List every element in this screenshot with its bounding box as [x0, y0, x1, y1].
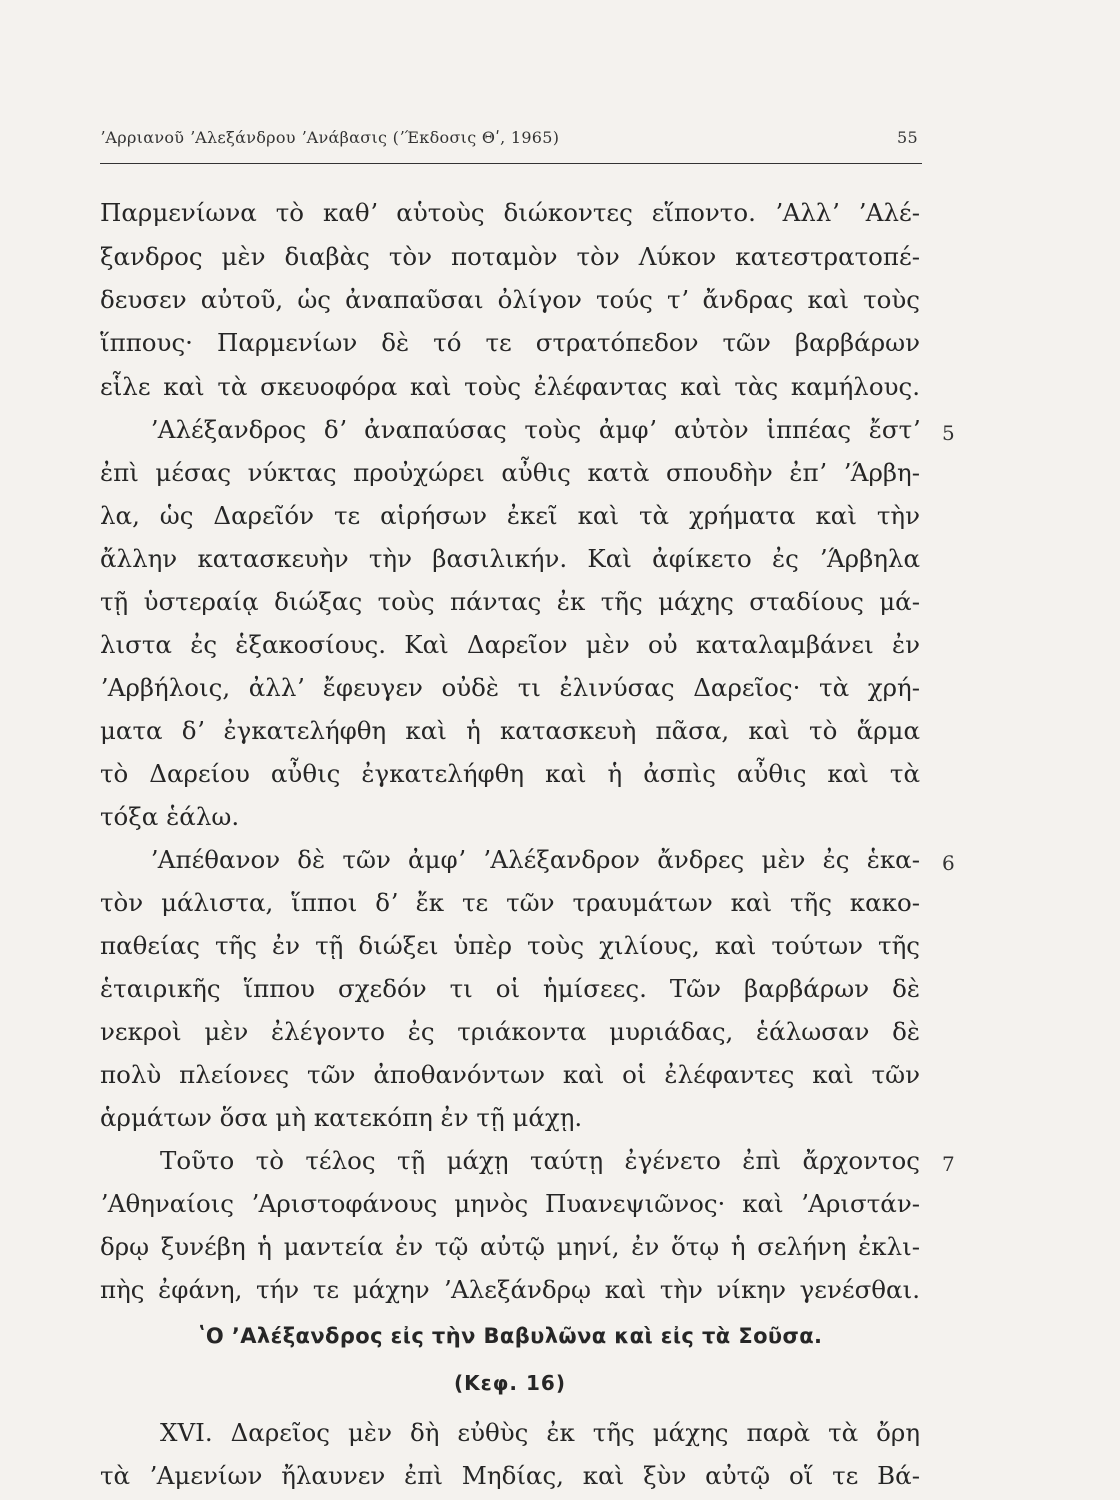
text-line: Παρμενίωνα τὸ καθʼ αὑτοὺς διώκοντες εἵποντο. ʼΑλλʼ ʼΑλέ- [100, 198, 920, 227]
text-line: πολὺ πλείονες τῶν ἀποθανόντων καὶ οἱ ἐλέφαντες καὶ τῶν [100, 1060, 920, 1089]
text-line: ἁρμάτων ὅσα μὴ κατεκόπη ἐν τῇ μάχῃ. [100, 1103, 583, 1132]
text-line: λιστα ἐς ἑξακοσίους. Καὶ Δαρεῖον μὲν οὐ καταλαμβάνει ἐν [100, 630, 920, 659]
header-rule [100, 163, 922, 164]
page-number: 55 [897, 128, 918, 147]
margin-section-number: 7 [942, 1152, 955, 1176]
text-line: πὴς ἐφάνη, τήν τε μάχην ʼΑλεξάνδρῳ καὶ τὴν νίκην γενέσθαι. [100, 1275, 920, 1304]
chapter-label: (Κεφ. 16) [454, 1371, 566, 1395]
text-line: ʼΑθηναίοις ʼΑριστοφάνους μηνὸς Πυανεψιῶνος· καὶ ʼΑριστάν- [100, 1189, 920, 1218]
text-line: ξανδρος μὲν διαβὰς τὸν ποταμὸν τὸν Λύκον κατεστρατοπέ- [100, 242, 920, 271]
text-line: ʼΑρβήλοις, ἀλλʼ ἔφευγεν οὐδὲ τι ἐλινύσας Δαρεῖος· τὰ χρή- [100, 673, 920, 702]
text-line: ἄλλην κατασκευὴν τὴν βασιλικήν. Καὶ ἀφίκετο ἐς ʼΆρβηλα [100, 544, 920, 573]
section-heading: ʽΟ ʼΑλέξανδρος εἰς τὴν Βαβυλῶνα καὶ εἰς τὰ Σοῦσα. [197, 1324, 823, 1348]
text-line: δρῳ ξυνέβη ἡ μαντεία ἐν τῷ αὐτῷ μηνί, ἐν ὅτῳ ἡ σελήνη ἐκλι- [100, 1232, 920, 1261]
margin-section-number: 5 [942, 421, 955, 445]
text-line: τὸ Δαρείου αὖθις ἐγκατελήφθη καὶ ἡ ἀσπὶς αὖθις καὶ τὰ [100, 759, 920, 788]
header-title: ʼΑρριανοῦ ʼΑλεξάνδρου ʼΑνάβασις (ʼΈκδοσις Θʹ, 1965) [100, 128, 560, 147]
text-line: τῇ ὑστεραίᾳ διώξας τοὺς πάντας ἐκ τῆς μάχης σταδίους μά- [100, 587, 920, 616]
text-line: Τοῦτο τὸ τέλος τῇ μάχῃ ταύτῃ ἐγένετο ἐπὶ ἄρχοντος [160, 1146, 920, 1175]
text-line: εἷλε καὶ τὰ σκευοφόρα καὶ τοὺς ἐλέφαντας καὶ τὰς καμήλους. [100, 372, 920, 401]
text-line: ʼΑλέξανδρος δʼ ἀναπαύσας τοὺς ἀμφʼ αὐτὸν ἱππέας ἔστʼ [150, 415, 920, 444]
margin-section-number: 6 [942, 851, 955, 875]
text-line: τὸν μάλιστα, ἵπποι δʼ ἔκ τε τῶν τραυμάτων καὶ τῆς κακο- [100, 888, 920, 917]
text-line: λα, ὡς Δαρεῖόν τε αἱρήσων ἐκεῖ καὶ τὰ χρήματα καὶ τὴν [100, 501, 920, 530]
text-line: τόξα ἑάλω. [100, 802, 240, 831]
text-line: ʼΑπέθανον δὲ τῶν ἀμφʼ ʼΑλέξανδρον ἄνδρες μὲν ἐς ἑκα- [150, 845, 920, 874]
text-line: ἐπὶ μέσας νύκτας προὐχώρει αὖθις κατὰ σπουδὴν ἐπʼ ʼΆρβη- [100, 458, 920, 487]
text-line: παθείας τῆς ἐν τῇ διώξει ὑπὲρ τοὺς χιλίους, καὶ τούτων τῆς [100, 931, 920, 960]
running-header [100, 128, 918, 147]
text-line: νεκροὶ μὲν ἐλέγοντο ἐς τριάκοντα μυριάδας, ἑάλωσαν δὲ [100, 1017, 920, 1046]
text-line: ματα δʼ ἐγκατελήφθη καὶ ἡ κατασκευὴ πᾶσα, καὶ τὸ ἅρμα [100, 716, 920, 745]
text-line: ἵππους· Παρμενίων δὲ τό τε στρατόπεδον τῶν βαρβάρων [100, 328, 920, 357]
text-line: δευσεν αὐτοῦ, ὡς ἀναπαῦσαι ὀλίγον τούς τʼ ἄνδρας καὶ τοὺς [100, 285, 920, 314]
text-line: ἑταιρικῆς ἵππου σχεδόν τι οἱ ἡμίσεες. Τῶν βαρβάρων δὲ [100, 974, 920, 1003]
text-line: XVI. Δαρεῖος μὲν δὴ εὐθὺς ἐκ τῆς μάχης παρὰ τὰ ὄρη [160, 1418, 920, 1447]
text-line: τὰ ʼΑμενίων ἤλαυνεν ἐπὶ Μηδίας, καὶ ξὺν αὐτῷ οἵ τε Βά- [100, 1461, 920, 1490]
